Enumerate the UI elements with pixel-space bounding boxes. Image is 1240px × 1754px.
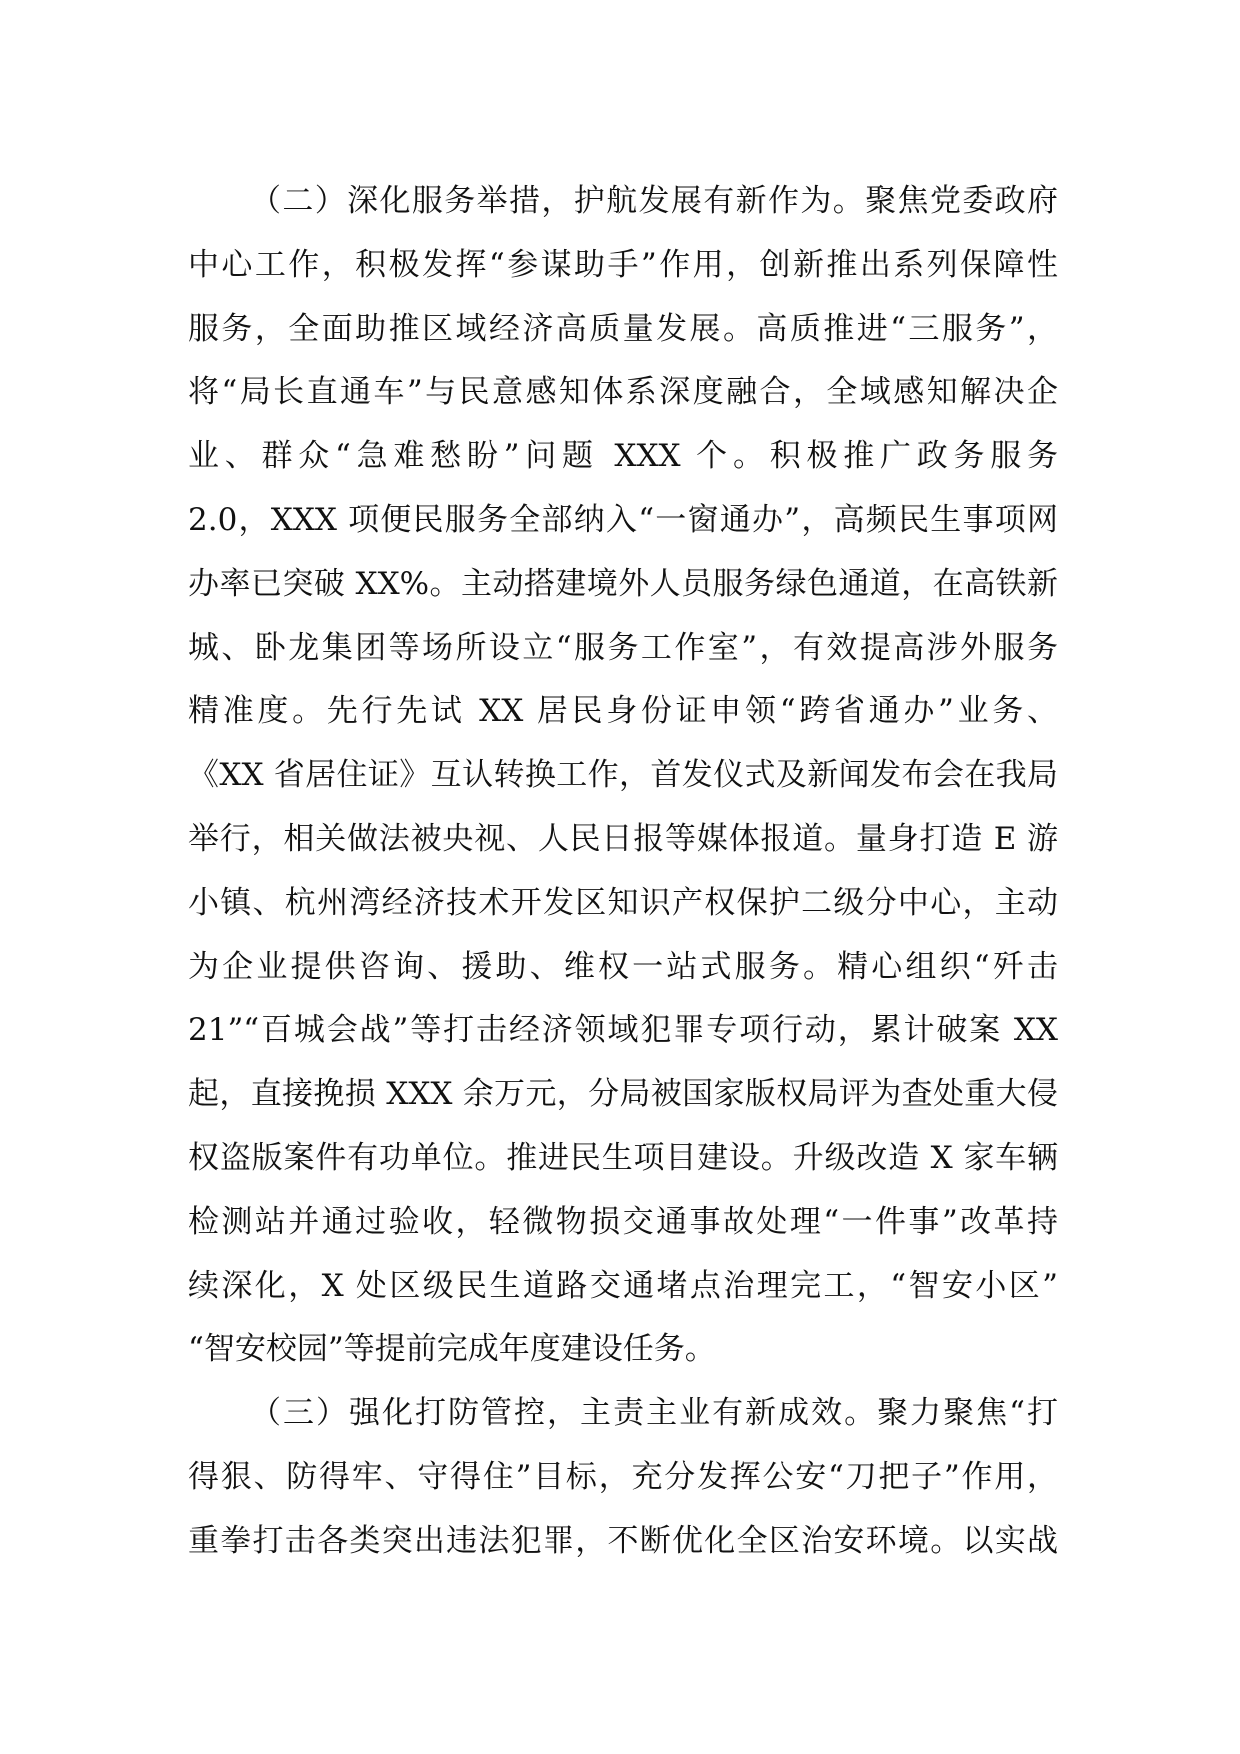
paragraph-line: 《XX 省居住证》互认转换工作，首发仪式及新闻发布会在我局 bbox=[188, 757, 1058, 794]
body-text bbox=[188, 170, 1058, 1574]
paragraph-line: 小镇、杭州湾经济技术开发区知识产权保护二级分中心，主动 bbox=[188, 884, 1058, 921]
paragraph-line: （三）强化打防管控，主责主业有新成效。聚力聚焦“打 bbox=[250, 1395, 1058, 1432]
paragraph-line: 服务，全面助推区域经济高质量发展。高质推进“三服务”， bbox=[188, 310, 1058, 347]
paragraph-line: 得狠、防得牢、守得住”目标，充分发挥公安“刀把子”作用， bbox=[188, 1458, 1058, 1495]
paragraph-line: 起，直接挽损 XXX 余万元，分局被国家版权局评为查处重大侵 bbox=[188, 1076, 1058, 1113]
paragraph-line: 城、卧龙集团等场所设立“服务工作室”，有效提高涉外服务 bbox=[188, 629, 1058, 666]
paragraph-line: 办率已突破 XX%。主动搭建境外人员服务绿色通道，在高铁新 bbox=[188, 565, 1058, 602]
paragraph-line: 中心工作，积极发挥“参谋助手”作用，创新推出系列保障性 bbox=[188, 246, 1058, 283]
paragraph-line: “智安校园”等提前完成年度建设任务。 bbox=[188, 1331, 716, 1368]
paragraph-crime-control bbox=[188, 1382, 1058, 1573]
paragraph-line: 精准度。先行先试 XX 居民身份证申领“跨省通办”业务、 bbox=[188, 693, 1058, 730]
paragraph-line: 续深化，X 处区级民生道路交通堵点治理完工，“智安小区” bbox=[188, 1267, 1058, 1304]
paragraph-line: 21”“百城会战”等打击经济领域犯罪专项行动，累计破案 XX bbox=[188, 1012, 1058, 1049]
paragraph-service-measures bbox=[188, 170, 1058, 1382]
paragraph-line: 将“局长直通车”与民意感知体系深度融合，全域感知解决企 bbox=[188, 374, 1058, 411]
paragraph-line: （二）深化服务举措，护航发展有新作为。聚焦党委政府 bbox=[250, 183, 1058, 219]
paragraph-line: 业、群众“急难愁盼”问题 XXX 个。积极推广政务服务 bbox=[188, 438, 1058, 475]
paragraph-line: 为企业提供咨询、援助、维权一站式服务。精心组织“歼击 bbox=[188, 948, 1058, 985]
paragraph-line: 检测站并通过验收，轻微物损交通事故处理“一件事”改革持 bbox=[188, 1203, 1058, 1240]
paragraph-line: 2.0，XXX 项便民服务全部纳入“一窗通办”，高频民生事项网 bbox=[188, 501, 1058, 538]
paragraph-line: 权盗版案件有功单位。推进民生项目建设。升级改造 X 家车辆 bbox=[188, 1139, 1058, 1176]
paragraph-line: 重拳打击各类突出违法犯罪，不断优化全区治安环境。以实战 bbox=[188, 1522, 1058, 1559]
paragraph-line: 举行，相关做法被央视、人民日报等媒体报道。量身打造 E 游 bbox=[188, 820, 1058, 857]
